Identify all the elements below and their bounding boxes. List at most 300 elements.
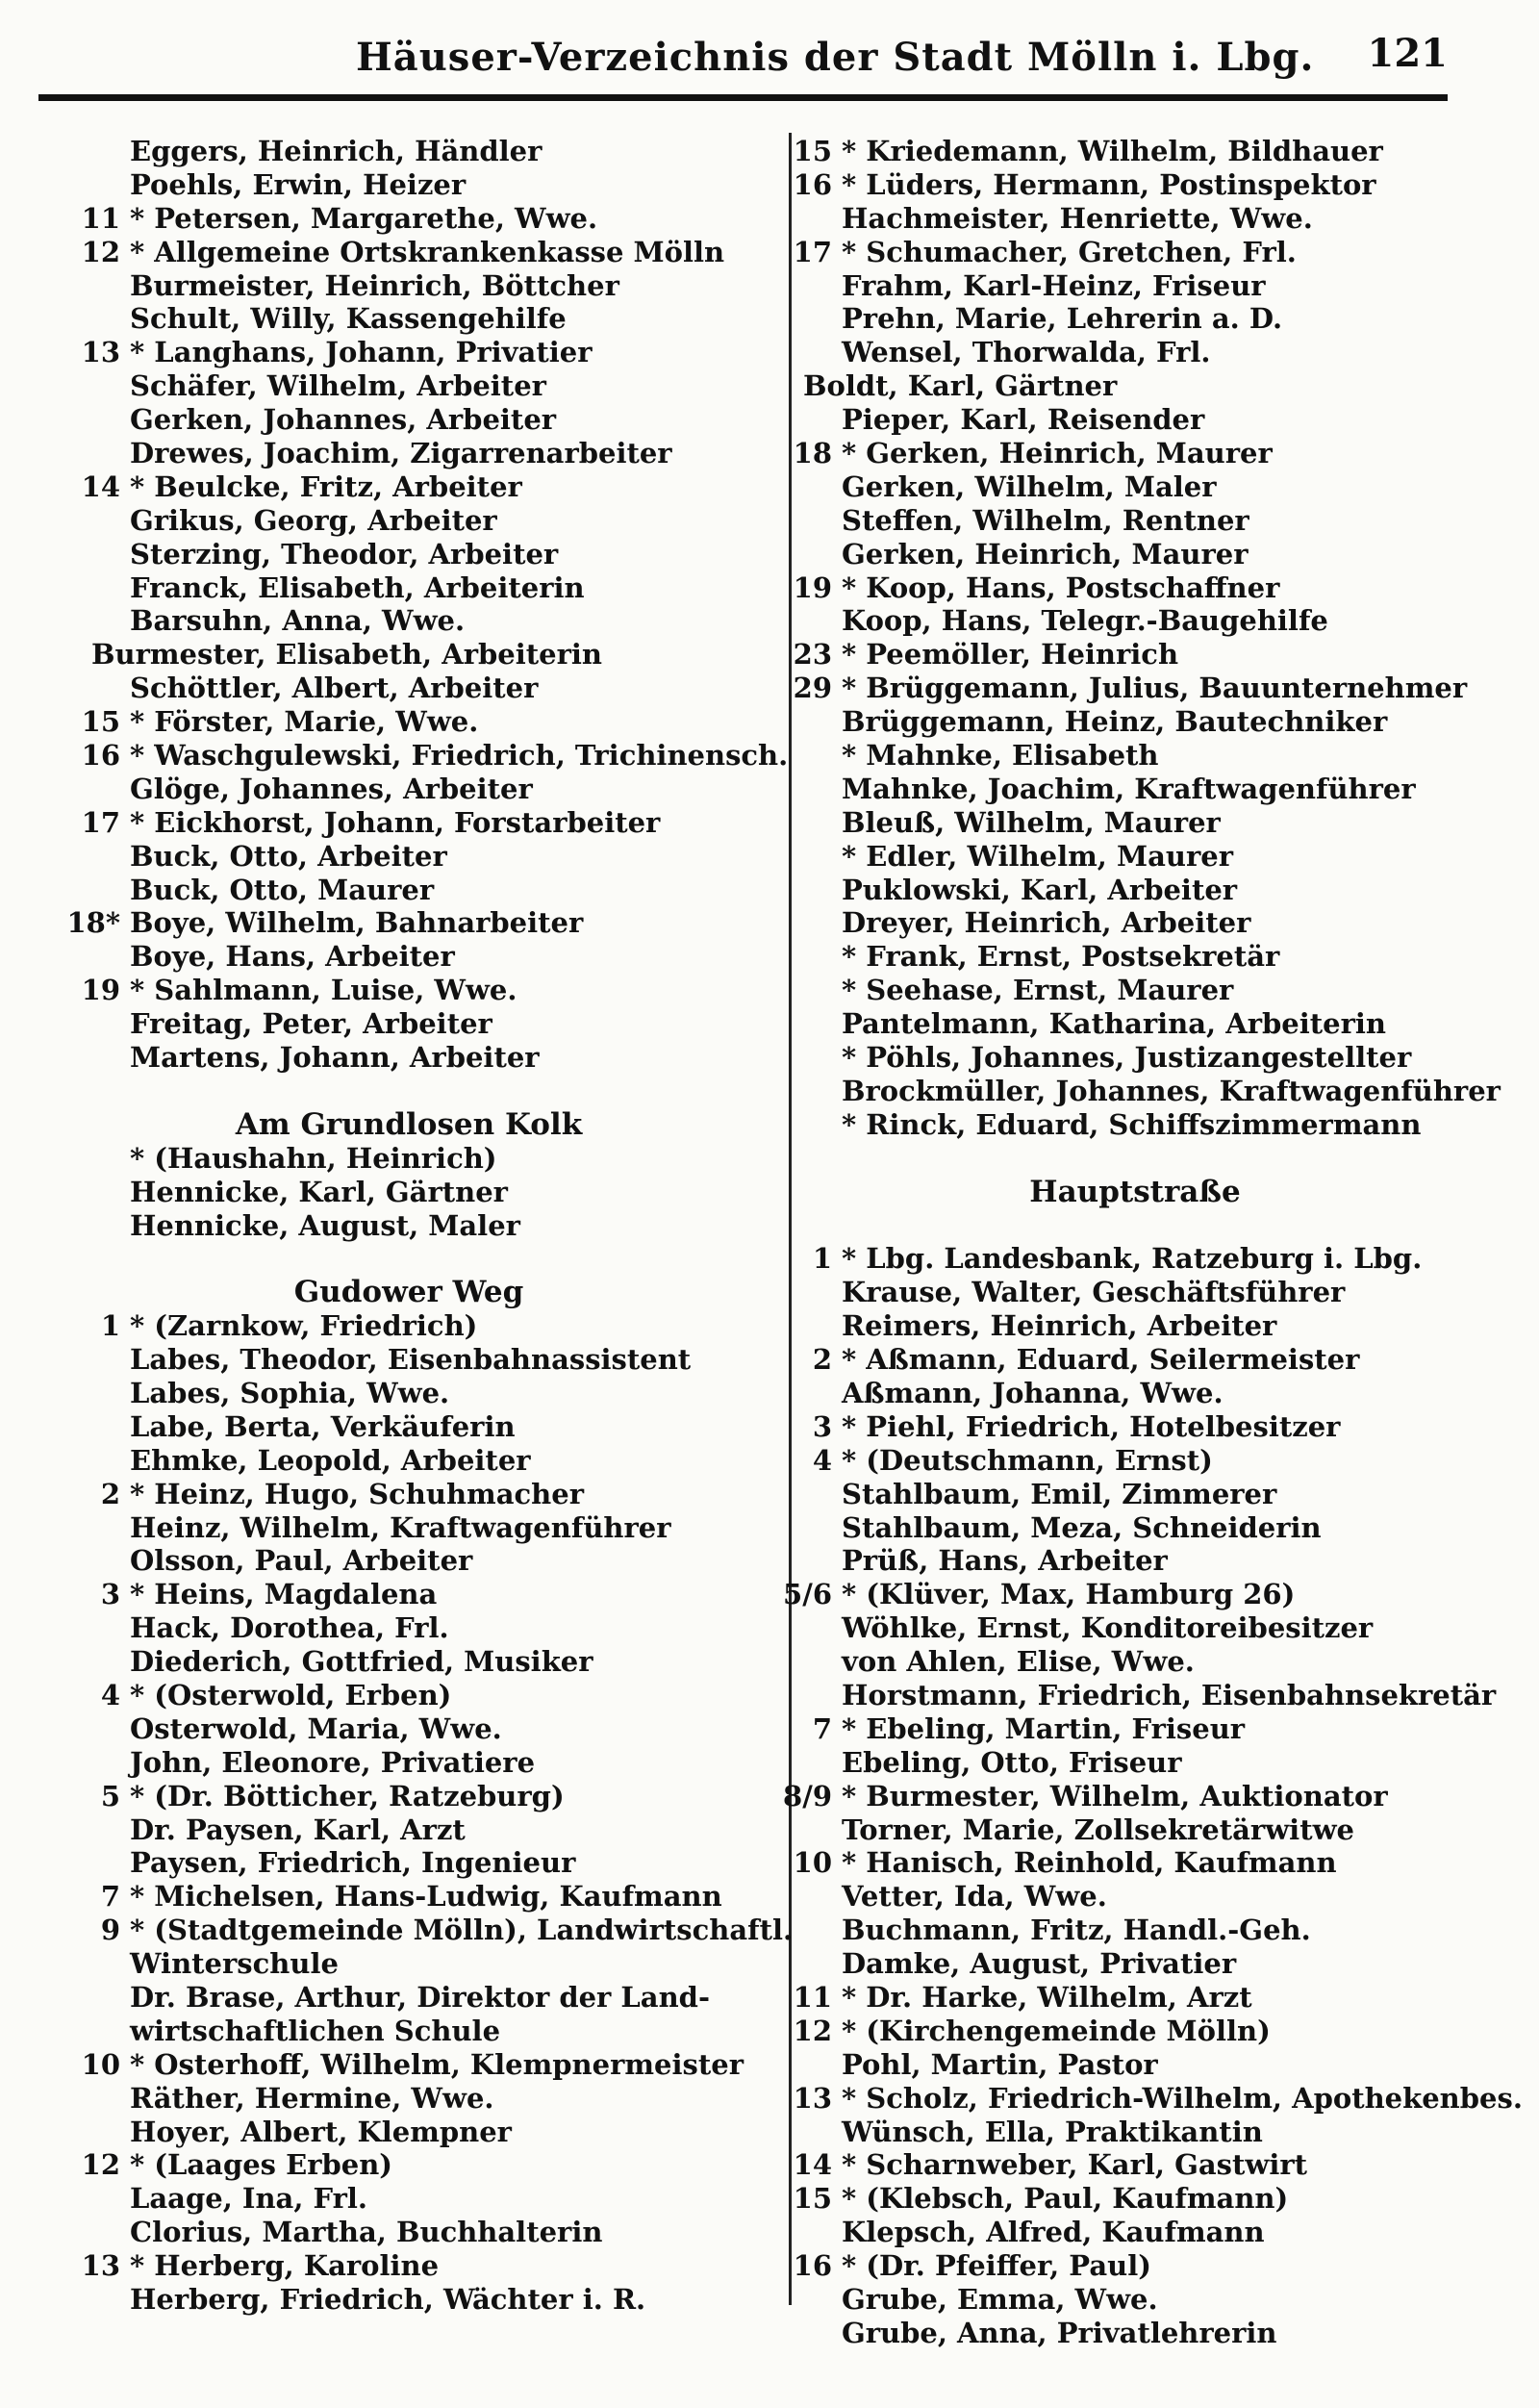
- resident-entry: Hennicke, Karl, Gärtner: [130, 1175, 508, 1208]
- right-column: [765, 135, 1523, 2350]
- list-item: [765, 2048, 1505, 2082]
- list-item: [765, 806, 1505, 840]
- resident-entry: Buck, Otto, Arbeiter: [130, 839, 447, 873]
- list-item: [765, 336, 1505, 369]
- list-item: [53, 302, 765, 336]
- list-item: [765, 202, 1505, 236]
- list-item: [765, 1947, 1505, 1981]
- house-number: 2: [812, 1343, 832, 1377]
- house-number: 12: [793, 2014, 832, 2047]
- resident-entry: * Edler, Wilhelm, Maurer: [842, 839, 1233, 873]
- resident-entry: Steffen, Wilhelm, Rentner: [842, 503, 1249, 537]
- list-item: [53, 604, 765, 638]
- left-column: [53, 135, 794, 2317]
- list-item: [765, 236, 1505, 269]
- list-item: [765, 2317, 1505, 2350]
- list-item: [53, 1914, 794, 1947]
- house-number: 7: [812, 1711, 832, 1745]
- list-item: [53, 336, 765, 369]
- list-item: [765, 1377, 1505, 1410]
- list-item: [765, 168, 1505, 202]
- list-item: [765, 1746, 1505, 1780]
- house-number: 10: [81, 2047, 120, 2081]
- resident-entry: * Gerken, Heinrich, Maurer: [842, 437, 1273, 470]
- house-number: 12: [81, 2148, 120, 2182]
- resident-entry: Boldt, Karl, Gärtner: [803, 369, 1118, 403]
- resident-entry: * Eickhorst, Johann, Forstarbeiter: [130, 805, 661, 839]
- list-item: [53, 1377, 765, 1410]
- house-number: 16: [793, 167, 832, 201]
- resident-entry: * Piehl, Friedrich, Hotelbesitzer: [842, 1409, 1341, 1443]
- list-item: [53, 2182, 765, 2216]
- list-item: [765, 135, 1505, 168]
- resident-entry: * (Dr. Pfeiffer, Paul): [842, 2249, 1151, 2283]
- list-item: [765, 1880, 1505, 1914]
- list-item: [765, 1813, 1505, 1847]
- house-number: 18*: [66, 906, 120, 940]
- list-item: [53, 1880, 765, 1914]
- resident-entry: * (Stadtgemeinde Mölln), Landwirtschaftl.: [130, 1914, 794, 1947]
- resident-entry: Wensel, Thorwalda, Frl.: [842, 336, 1211, 369]
- resident-entry: * Petersen, Margarethe, Wwe.: [130, 201, 598, 235]
- resident-entry: * Förster, Marie, Wwe.: [130, 705, 479, 739]
- street-heading: Hauptstraße: [1029, 1174, 1241, 1209]
- list-item: [53, 1981, 765, 2015]
- resident-entry: * Burmester, Wilhelm, Auktionator: [842, 1779, 1388, 1812]
- resident-entry: * (Deutschmann, Ernst): [842, 1443, 1213, 1477]
- list-item: [765, 302, 1505, 336]
- house-number: 16: [81, 739, 120, 773]
- list-item: [765, 2249, 1505, 2283]
- list-item: [765, 403, 1505, 437]
- list-item: [765, 974, 1505, 1007]
- house-number: 5/6: [783, 1578, 832, 1611]
- list-item: [765, 705, 1505, 739]
- resident-entry: * (Laages Erben): [130, 2148, 393, 2182]
- resident-entry: * (Osterwold, Erben): [130, 1678, 452, 1711]
- resident-entry: * Schumacher, Gretchen, Frl.: [842, 235, 1297, 268]
- resident-entry: Clorius, Martha, Buchhalterin: [130, 2216, 603, 2249]
- resident-entry: Vetter, Ida, Wwe.: [842, 1880, 1107, 1914]
- resident-entry: * Waschgulewski, Friedrich, Trichinensch.: [130, 739, 789, 773]
- resident-entry: Wöhlke, Ernst, Konditoreibesitzer: [842, 1611, 1374, 1645]
- resident-entry: Torner, Marie, Zollsekretärwitwe: [842, 1812, 1355, 1846]
- resident-entry: * Michelsen, Hans-Ludwig, Kaufmann: [130, 1880, 722, 1914]
- resident-entry: Pieper, Karl, Reisender: [842, 403, 1205, 437]
- list-item: [53, 135, 765, 168]
- resident-entry: Stahlbaum, Emil, Zimmerer: [842, 1477, 1277, 1510]
- resident-entry: Dr. Brase, Arthur, Direktor der Land-: [130, 1980, 710, 2014]
- list-item: [53, 1309, 765, 1343]
- house-number: 14: [81, 469, 120, 503]
- list-item: [765, 2015, 1505, 2048]
- list-item: [53, 2216, 765, 2249]
- resident-entry: * Mahnke, Elisabeth: [842, 739, 1159, 773]
- list-item: [765, 1511, 1505, 1545]
- resident-entry: Räther, Hermine, Wwe.: [130, 2081, 494, 2115]
- list-item: [53, 840, 765, 874]
- list-item: [53, 1846, 765, 1880]
- spacer: [765, 1209, 1505, 1243]
- resident-entry: wirtschaftlichen Schule: [130, 2014, 501, 2047]
- list-item: [765, 1276, 1505, 1309]
- resident-entry: Hack, Dorothea, Frl.: [130, 1611, 449, 1645]
- list-item: [53, 705, 765, 739]
- list-item: [765, 1645, 1505, 1679]
- house-number: 3: [812, 1409, 832, 1443]
- resident-entry: Ebeling, Otto, Friseur: [842, 1745, 1182, 1779]
- list-item: [765, 1041, 1505, 1075]
- resident-entry: Prüß, Hans, Arbeiter: [842, 1544, 1168, 1578]
- resident-entry: * Koop, Hans, Postschaffner: [842, 570, 1280, 604]
- list-item: [53, 202, 765, 236]
- resident-entry: * (Zarnkow, Friedrich): [130, 1309, 478, 1343]
- resident-entry: * Allgemeine Ortskrankenkasse Mölln: [130, 235, 725, 268]
- resident-entry: * Aßmann, Eduard, Seilermeister: [842, 1343, 1360, 1377]
- house-number: 2: [100, 1477, 120, 1510]
- list-item: [53, 974, 765, 1007]
- list-item: [53, 437, 765, 470]
- header-rule: [38, 94, 1448, 101]
- resident-entry: Freitag, Peter, Arbeiter: [130, 1007, 492, 1041]
- resident-entry: Poehls, Erwin, Heizer: [130, 167, 467, 201]
- house-number: 8/9: [783, 1779, 832, 1812]
- resident-entry: Prehn, Marie, Lehrerin a. D.: [842, 302, 1283, 336]
- resident-entry: von Ahlen, Elise, Wwe.: [842, 1645, 1195, 1679]
- resident-entry: Dreyer, Heinrich, Arbeiter: [842, 906, 1251, 940]
- house-number: 5: [100, 1779, 120, 1812]
- street-heading: Gudower Weg: [293, 1275, 524, 1310]
- list-item: [53, 1343, 765, 1377]
- resident-entry: Hennicke, August, Maler: [130, 1208, 520, 1242]
- resident-entry: Reimers, Heinrich, Arbeiter: [842, 1309, 1277, 1343]
- house-number: 7: [100, 1880, 120, 1914]
- list-item: [765, 437, 1505, 470]
- resident-entry: Eggers, Heinrich, Händler: [130, 135, 542, 167]
- list-item: [765, 940, 1505, 974]
- resident-entry: Herberg, Friedrich, Wächter i. R.: [130, 2283, 646, 2316]
- resident-entry: * Osterhoff, Wilhelm, Klempnermeister: [130, 2047, 744, 2081]
- street-heading: Am Grundlosen Kolk: [235, 1106, 583, 1142]
- resident-entry: * Seehase, Ernst, Maurer: [842, 974, 1234, 1007]
- house-number: 18: [793, 437, 832, 470]
- list-item: [765, 2148, 1505, 2182]
- resident-entry: John, Eleonore, Privatiere: [130, 1745, 536, 1779]
- house-number: 10: [793, 1846, 832, 1880]
- spacer: [765, 1142, 1505, 1176]
- house-number: 11: [81, 201, 120, 235]
- resident-entry: Burmeister, Heinrich, Böttcher: [130, 268, 619, 302]
- house-number: 15: [793, 135, 832, 167]
- resident-entry: Boye, Hans, Arbeiter: [130, 940, 455, 974]
- list-item: [53, 2048, 765, 2082]
- resident-entry: * (Haushahn, Heinrich): [130, 1141, 497, 1175]
- resident-entry: * Heins, Magdalena: [130, 1578, 438, 1611]
- list-item: [765, 470, 1505, 504]
- list-item: [53, 1007, 765, 1041]
- resident-entry: Gerken, Heinrich, Maurer: [842, 537, 1249, 570]
- house-number: 4: [812, 1443, 832, 1477]
- list-item: [765, 1780, 1505, 1813]
- list-item: [53, 2015, 765, 2048]
- resident-entry: Grube, Emma, Wwe.: [842, 2283, 1158, 2316]
- list-item: [765, 1544, 1505, 1578]
- list-item: [53, 2148, 765, 2182]
- list-item: [765, 1108, 1505, 1142]
- resident-entry: Hoyer, Albert, Klempner: [130, 2115, 512, 2148]
- resident-entry: Laage, Ina, Frl.: [130, 2182, 367, 2216]
- resident-entry: Grikus, Georg, Arbeiter: [130, 503, 497, 537]
- list-item: [53, 1645, 765, 1679]
- resident-entry: * Rinck, Eduard, Schiffszimmermann: [842, 1107, 1422, 1141]
- house-number: 11: [793, 1980, 832, 2014]
- list-item: [765, 571, 1505, 605]
- list-item: [53, 2116, 765, 2149]
- list-item: [765, 739, 1505, 773]
- resident-entry: * (Dr. Bötticher, Ratzeburg): [130, 1779, 565, 1812]
- list-item: [765, 2116, 1505, 2149]
- resident-entry: Olsson, Paul, Arbeiter: [130, 1544, 473, 1578]
- list-item: [765, 1846, 1505, 1880]
- list-item: [765, 1343, 1505, 1377]
- resident-entry: * Pöhls, Johannes, Justizangestellter: [842, 1041, 1412, 1075]
- list-item: [765, 1075, 1505, 1108]
- list-item: [53, 236, 765, 269]
- resident-entry: * Frank, Ernst, Postsekretär: [842, 940, 1280, 974]
- list-item: [53, 806, 765, 840]
- list-item: [765, 1007, 1505, 1041]
- list-item: [53, 906, 765, 940]
- resident-entry: Boye, Wilhelm, Bahnarbeiter: [130, 906, 584, 940]
- resident-entry: Dr. Paysen, Karl, Arzt: [130, 1812, 466, 1846]
- resident-entry: * (Kirchengemeinde Mölln): [842, 2014, 1271, 2047]
- page-header: [38, 23, 1448, 100]
- list-item: [53, 1544, 765, 1578]
- resident-entry: Buck, Otto, Maurer: [130, 873, 435, 906]
- resident-entry: Pohl, Martin, Pastor: [842, 2047, 1158, 2081]
- list-item: [765, 1712, 1505, 1746]
- resident-entry: Osterwold, Maria, Wwe.: [130, 1711, 502, 1745]
- list-item: [53, 1947, 765, 1981]
- list-item: [53, 269, 765, 303]
- list-item: [53, 1142, 765, 1176]
- house-number: 23: [793, 638, 832, 672]
- list-item: [765, 1914, 1505, 1947]
- list-item: [765, 840, 1505, 874]
- list-item: [53, 504, 765, 538]
- resident-entry: * Heinz, Hugo, Schuhmacher: [130, 1477, 584, 1510]
- list-item: [53, 2283, 765, 2317]
- house-number: 17: [793, 235, 832, 268]
- list-item: [53, 638, 765, 672]
- house-number: 13: [793, 2081, 832, 2115]
- list-item: [765, 1410, 1505, 1444]
- list-item: [53, 1712, 765, 1746]
- resident-entry: Barsuhn, Anna, Wwe.: [130, 604, 466, 638]
- resident-entry: * Kriedemann, Wilhelm, Bildhauer: [842, 135, 1383, 167]
- page-number: 121: [1367, 31, 1448, 76]
- resident-entry: Martens, Johann, Arbeiter: [130, 1041, 540, 1075]
- list-item: [53, 1746, 765, 1780]
- resident-entry: Glöge, Johannes, Arbeiter: [130, 772, 533, 805]
- list-item: [53, 940, 765, 974]
- list-item: [53, 538, 765, 571]
- list-item: [765, 269, 1505, 303]
- list-item: [53, 1813, 765, 1847]
- list-item: [53, 773, 765, 806]
- resident-entry: Aßmann, Johanna, Wwe.: [842, 1376, 1224, 1409]
- house-number: 29: [793, 672, 832, 705]
- list-item: [765, 2182, 1505, 2216]
- resident-entry: Puklowski, Karl, Arbeiter: [842, 873, 1238, 906]
- house-number: 12: [81, 235, 120, 268]
- list-item: [53, 2249, 765, 2283]
- resident-entry: Damke, August, Privatier: [842, 1947, 1237, 1981]
- list-item: [53, 2082, 765, 2116]
- list-item: [765, 672, 1505, 705]
- resident-entry: Gerken, Johannes, Arbeiter: [130, 403, 557, 437]
- list-item: [765, 1611, 1505, 1645]
- resident-entry: Drewes, Joachim, Zigarrenarbeiter: [130, 437, 672, 470]
- resident-entry: Gerken, Wilhelm, Maler: [842, 469, 1217, 503]
- list-item: [53, 403, 765, 437]
- list-item: [53, 1041, 765, 1075]
- list-item: [53, 571, 765, 605]
- list-item: [765, 638, 1505, 672]
- list-item: [53, 168, 765, 202]
- list-item: [765, 2081, 1523, 2116]
- house-number: 19: [81, 974, 120, 1007]
- list-item: [765, 604, 1505, 638]
- list-item: [765, 538, 1505, 571]
- resident-entry: Labe, Berta, Verkäuferin: [130, 1409, 516, 1443]
- resident-entry: * Langhans, Johann, Privatier: [130, 336, 593, 369]
- list-item: [53, 874, 765, 907]
- list-item: [765, 2216, 1505, 2249]
- list-item: [765, 369, 1505, 403]
- list-item: [765, 1242, 1505, 1276]
- house-number: 4: [100, 1678, 120, 1711]
- resident-entry: Brüggemann, Heinz, Bautechniker: [842, 705, 1388, 739]
- resident-entry: * Herberg, Karoline: [130, 2249, 440, 2283]
- resident-entry: Grube, Anna, Privatlehrerin: [842, 2316, 1277, 2349]
- list-item: [53, 1511, 765, 1545]
- resident-entry: Stahlbaum, Meza, Schneiderin: [842, 1510, 1322, 1544]
- resident-entry: Buchmann, Fritz, Handl.-Geh.: [842, 1914, 1311, 1947]
- resident-entry: * (Klebsch, Paul, Kaufmann): [842, 2182, 1289, 2216]
- house-number: 13: [81, 2249, 120, 2283]
- list-item: [765, 1679, 1505, 1712]
- resident-entry: Sterzing, Theodor, Arbeiter: [130, 537, 559, 570]
- resident-entry: * Hanisch, Reinhold, Kaufmann: [842, 1846, 1337, 1880]
- list-item: [765, 1478, 1505, 1511]
- resident-entry: Schöttler, Albert, Arbeiter: [130, 672, 539, 705]
- resident-entry: Klepsch, Alfred, Kaufmann: [842, 2216, 1265, 2249]
- list-item: [53, 470, 765, 504]
- list-item: [53, 1176, 765, 1209]
- resident-entry: * Dr. Harke, Wilhelm, Arzt: [842, 1980, 1252, 2014]
- resident-entry: Krause, Walter, Geschäftsführer: [842, 1276, 1346, 1309]
- list-item: [53, 1478, 765, 1511]
- resident-entry: Pantelmann, Katharina, Arbeiterin: [842, 1007, 1386, 1041]
- resident-entry: Brockmüller, Johannes, Kraftwagenführer: [842, 1074, 1501, 1107]
- resident-entry: Bleuß, Wilhelm, Maurer: [842, 805, 1221, 839]
- house-number: 15: [793, 2182, 832, 2216]
- resident-entry: Koop, Hans, Telegr.-Baugehilfe: [842, 604, 1328, 638]
- list-item: [53, 369, 765, 403]
- list-item: [53, 1209, 765, 1243]
- list-item: [53, 1410, 765, 1444]
- resident-entry: * Scholz, Friedrich-Wilhelm, Apothekenbes.: [842, 2081, 1523, 2115]
- resident-entry: * Scharnweber, Karl, Gastwirt: [842, 2148, 1308, 2182]
- resident-entry: Diederich, Gottfried, Musiker: [130, 1645, 593, 1679]
- list-item: [765, 874, 1505, 907]
- list-item: [53, 1679, 765, 1712]
- list-item: [765, 504, 1505, 538]
- list-item: [765, 1309, 1505, 1343]
- house-number: 1: [812, 1242, 832, 1276]
- house-number: 16: [793, 2249, 832, 2283]
- spacer: [53, 1075, 765, 1108]
- house-number: 17: [81, 805, 120, 839]
- list-item: [53, 1780, 765, 1813]
- resident-entry: * Sahlmann, Luise, Wwe.: [130, 974, 517, 1007]
- house-number: 14: [793, 2148, 832, 2182]
- spacer: [53, 1242, 765, 1276]
- resident-entry: * Lbg. Landesbank, Ratzeburg i. Lbg.: [842, 1242, 1423, 1276]
- list-item: [765, 906, 1505, 940]
- list-item: [765, 1444, 1505, 1478]
- resident-entry: Schäfer, Wilhelm, Arbeiter: [130, 369, 546, 403]
- house-number: 13: [81, 336, 120, 369]
- resident-entry: * Lüders, Hermann, Postinspektor: [842, 167, 1376, 201]
- resident-entry: Winterschule: [130, 1947, 339, 1981]
- house-number: 9: [100, 1914, 120, 1947]
- resident-entry: Schult, Willy, Kassengehilfe: [130, 302, 567, 336]
- resident-entry: * Peemöller, Heinrich: [842, 638, 1179, 672]
- list-item: [53, 1578, 765, 1611]
- list-item: [765, 773, 1505, 806]
- resident-entry: Franck, Elisabeth, Arbeiterin: [130, 570, 585, 604]
- list-item: [53, 1611, 765, 1645]
- resident-entry: * Brüggemann, Julius, Bauunternehmer: [842, 672, 1468, 705]
- resident-entry: Mahnke, Joachim, Kraftwagenführer: [842, 772, 1416, 805]
- resident-entry: Paysen, Friedrich, Ingenieur: [130, 1846, 576, 1880]
- resident-entry: Burmester, Elisabeth, Arbeiterin: [91, 638, 602, 672]
- list-item: [53, 739, 789, 773]
- list-item: [53, 672, 765, 705]
- resident-entry: Frahm, Karl-Heinz, Friseur: [842, 268, 1266, 302]
- house-number: 1: [100, 1309, 120, 1343]
- resident-entry: * Beulcke, Fritz, Arbeiter: [130, 469, 522, 503]
- resident-entry: Wünsch, Ella, Praktikantin: [842, 2115, 1263, 2148]
- resident-entry: Labes, Sophia, Wwe.: [130, 1376, 450, 1409]
- resident-entry: * (Klüver, Max, Hamburg 26): [842, 1578, 1296, 1611]
- page-title: Häuser-Verzeichnis der Stadt Mölln i. Lbg.: [356, 35, 1315, 80]
- house-number: 19: [793, 570, 832, 604]
- list-item: [765, 2283, 1505, 2317]
- house-number: 15: [81, 705, 120, 739]
- list-item: [765, 1981, 1505, 2015]
- resident-entry: Heinz, Wilhelm, Kraftwagenführer: [130, 1510, 671, 1544]
- resident-entry: * Ebeling, Martin, Friseur: [842, 1711, 1246, 1745]
- list-item: [53, 1444, 765, 1478]
- resident-entry: Ehmke, Leopold, Arbeiter: [130, 1443, 531, 1477]
- resident-entry: Labes, Theodor, Eisenbahnassistent: [130, 1343, 692, 1377]
- resident-entry: Horstmann, Friedrich, Eisenbahnsekretär: [842, 1678, 1497, 1711]
- list-item: [765, 1578, 1505, 1611]
- resident-entry: Hachmeister, Henriette, Wwe.: [842, 201, 1313, 235]
